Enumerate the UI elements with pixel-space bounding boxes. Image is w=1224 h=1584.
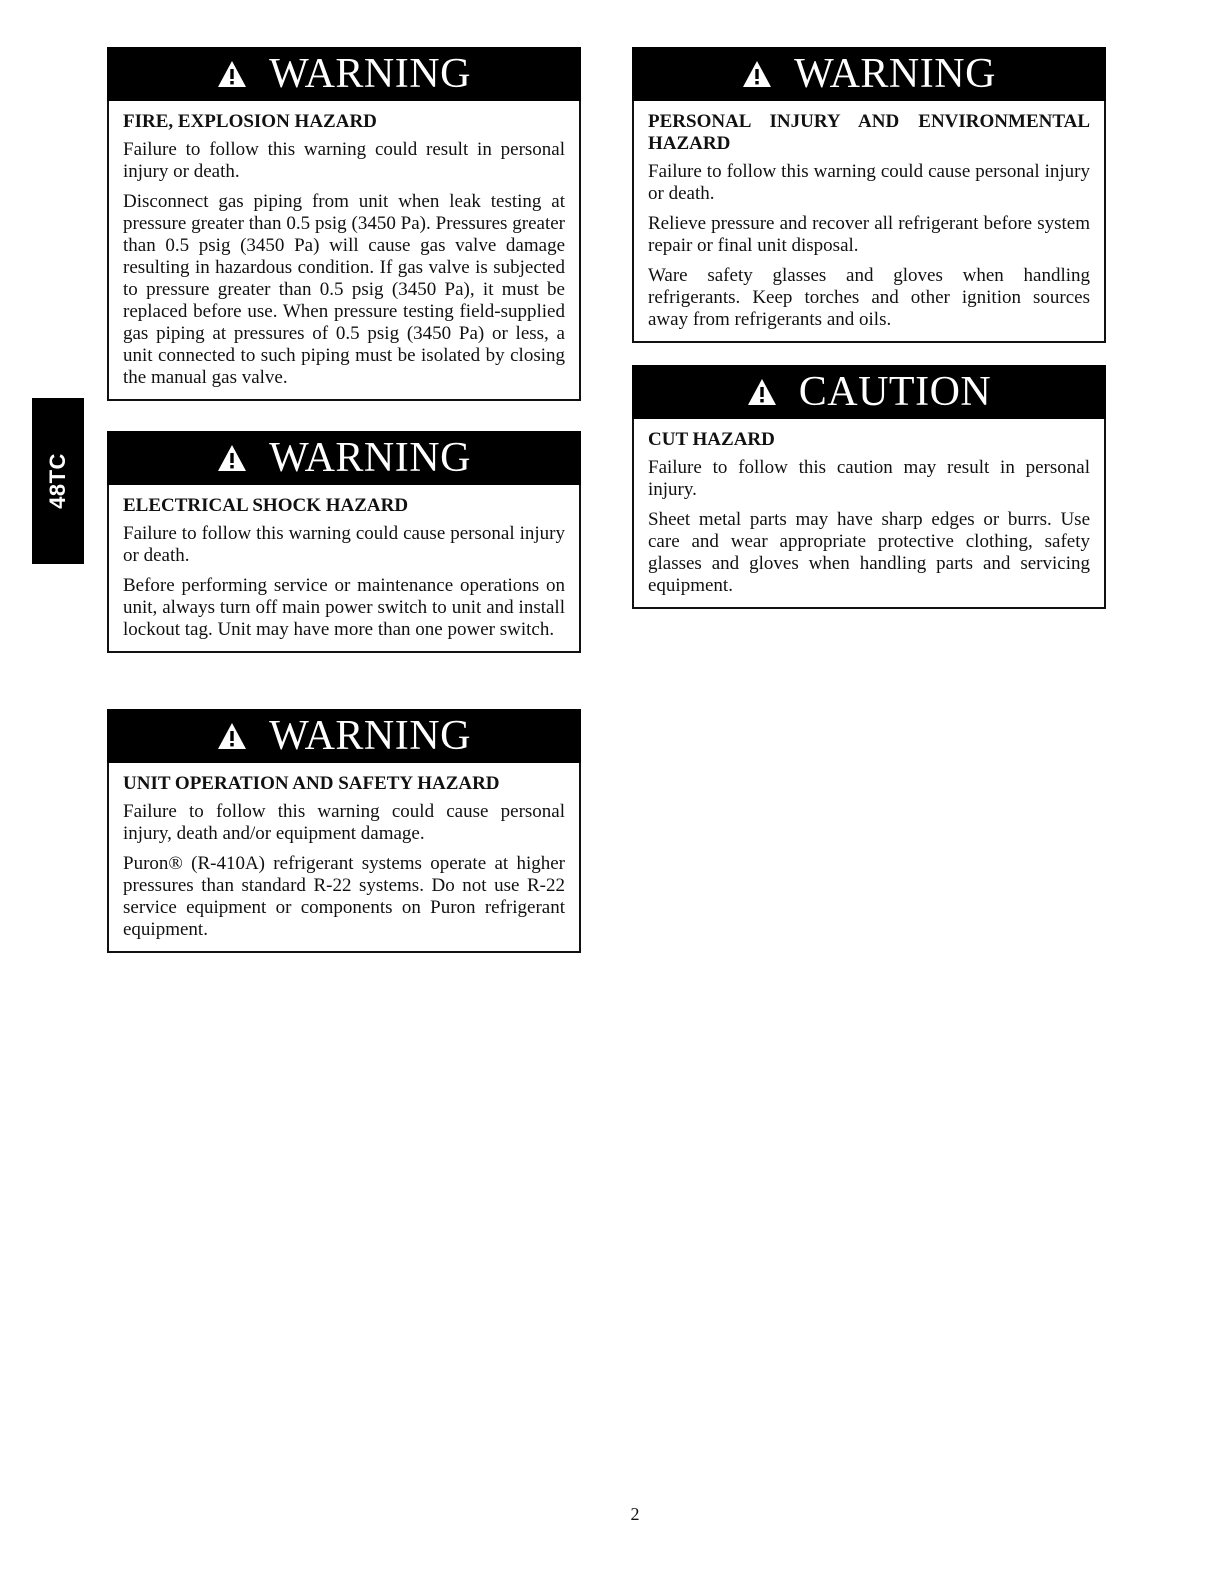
warning-paragraph: Failure to follow this warning could cause personal injury or death. [123,523,565,566]
caution-box-cut-hazard [632,365,1106,609]
warning-header [107,709,581,763]
hazard-title: ELECTRICAL SHOCK HAZARD [123,495,409,516]
caution-paragraph: Sheet metal parts may have sharp edges or burrs. Use care and wear appropriate protective clothing, safety glasses and gloves when handling parts and servicing equipment. [648,509,1090,596]
warning-paragraph: Before performing service or maintenance operations on unit, always turn off main power switch to unit and install lockout tag. Unit may have more than one power switch. [123,575,565,640]
warning-triangle-icon [217,444,247,472]
caution-header [632,365,1106,419]
warning-paragraph: Failure to follow this warning could cause personal injury or death. [648,161,1090,204]
side-tab [32,398,84,564]
warning-triangle-icon [747,378,777,406]
hazard-title: PERSONAL INJURY AND ENVIRONMENTAL HAZARD [648,111,1090,154]
side-tab-label: 48TC [45,453,70,509]
warning-header [107,431,581,485]
warning-header [107,47,581,101]
warning-triangle-icon [217,60,247,88]
caution-paragraph: Failure to follow this caution may result in personal injury. [648,457,1090,500]
warning-paragraph: Failure to follow this warning could cause personal injury, death and/or equipment damage. [123,801,565,844]
caution-heading: CAUTION [798,369,992,415]
warning-box-electrical-shock [107,431,581,653]
warning-paragraph: Relieve pressure and recover all refrigerant before system repair or final unit disposal. [648,213,1090,256]
warning-paragraph: Disconnect gas piping from unit when leak testing at pressure greater than 0.5 psig (3450 Pa). Pressures greater than 0.5 psig (3450 Pa) will cause gas valve damage resulting in hazardous condition. If gas valve is subjected to pressure greater than 0.5 psig (3450 Pa), it must be replaced before use. When pressure testing field-supplied gas piping at pressures of 0.5 psig (3450 Pa) or less, a unit connected to such piping must be isolated by closing the manual gas valve. [123,191,565,388]
warning-box-personal-injury [632,47,1106,343]
page-number: 2 [630,1504,640,1524]
warning-heading: WARNING [269,435,471,481]
warning-box-fire-explosion [107,47,581,401]
hazard-title: FIRE, EXPLOSION HAZARD [123,111,377,132]
warning-paragraph: Failure to follow this warning could result in personal injury or death. [123,139,565,182]
hazard-title: CUT HAZARD [648,429,775,450]
warning-box-unit-operation [107,709,581,953]
warning-heading: WARNING [794,51,996,97]
warning-triangle-icon [742,60,772,88]
warning-paragraph: Puron® (R-410A) refrigerant systems operate at higher pressures than standard R-22 systems. Do not use R-22 service equipment or components on Puron refrigerant equipment. [123,853,565,940]
warning-heading: WARNING [269,713,471,759]
warning-paragraph: Ware safety glasses and gloves when handling refrigerants. Keep torches and other ignition sources away from refrigerants and oils. [648,265,1090,330]
warning-header [632,47,1106,101]
warning-heading: WARNING [269,51,471,97]
warning-triangle-icon [217,722,247,750]
hazard-title: UNIT OPERATION AND SAFETY HAZARD [123,773,500,794]
